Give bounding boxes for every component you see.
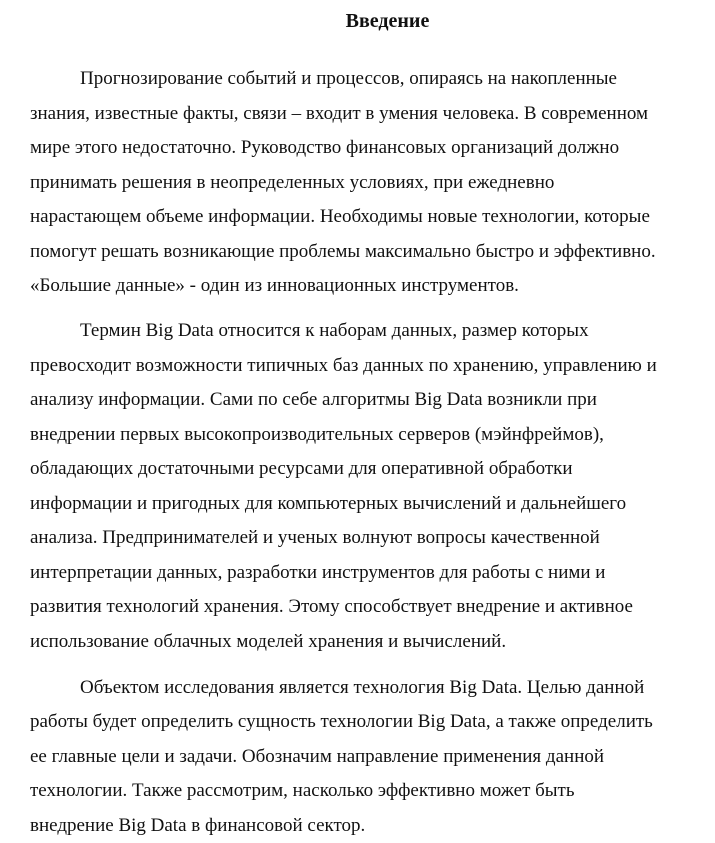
paragraph-2-line-7: анализа. Предпринимателей и ученых волнуют вопросы качественной [30, 527, 600, 548]
paragraph-1-line-7: «Большие данные» - один из инновационных инструментов. [30, 275, 519, 296]
paragraph-2-line-10: использование облачных моделей хранения и вычислений. [30, 631, 507, 652]
paragraph-2-line-8: интерпретации данных, разработки инструментов для работы с ними и [30, 562, 606, 583]
paragraph-1-line-2: знания, известные факты, связи – входит в умения человека. В современном [30, 103, 649, 124]
paragraph-2-line-3: анализу информации. Сами по себе алгоритмы Big Data возникли при [30, 389, 597, 410]
paragraph-1-line-4: принимать решения в неопределенных условиях, при ежедневно [30, 172, 555, 193]
paragraph-2-line-9: развития технологий хранения. Этому способствует внедрение и активное [30, 596, 633, 617]
paragraph-1-line-5: нарастающем объеме информации. Необходимы новые технологии, которые [30, 206, 650, 227]
paragraph-2-line-2: превосходит возможности типичных баз данных по хранению, управлению и [30, 355, 657, 376]
paragraph-2-line-5: обладающих достаточными ресурсами для оперативной обработки [30, 458, 573, 479]
paragraph-3-line-1: Объектом исследования является технология Big Data. Целью данной [80, 677, 645, 698]
paragraph-3-line-4: технологии. Также рассмотрим, насколько эффективно может быть [30, 780, 575, 801]
paragraph-1-line-3: мире этого недостаточно. Руководство финансовых организаций должно [30, 137, 620, 158]
paragraph-2-line-1: Термин Big Data относится к наборам данных, размер которых [80, 320, 589, 341]
paragraph-1-line-6: помогут решать возникающие проблемы максимально быстро и эффективно. [30, 241, 656, 262]
paragraph-2-line-4: внедрении первых высокопроизводительных серверов (мэйнфреймов), [30, 424, 604, 445]
paragraph-1-line-1: Прогнозирование событий и процессов, опираясь на накопленные [80, 68, 617, 89]
paragraph-2-line-6: информации и пригодных для компьютерных вычислений и дальнейшего [30, 493, 627, 514]
paragraph-3-line-2: работы будет определить сущность технологии Big Data, а также определить [30, 711, 653, 732]
paragraph-3-line-5: внедрение Big Data в финансовой сектор. [30, 815, 366, 836]
document-title: Введение [345, 10, 430, 32]
paragraph-3-line-3: ее главные цели и задачи. Обозначим направление применения данной [30, 746, 605, 767]
